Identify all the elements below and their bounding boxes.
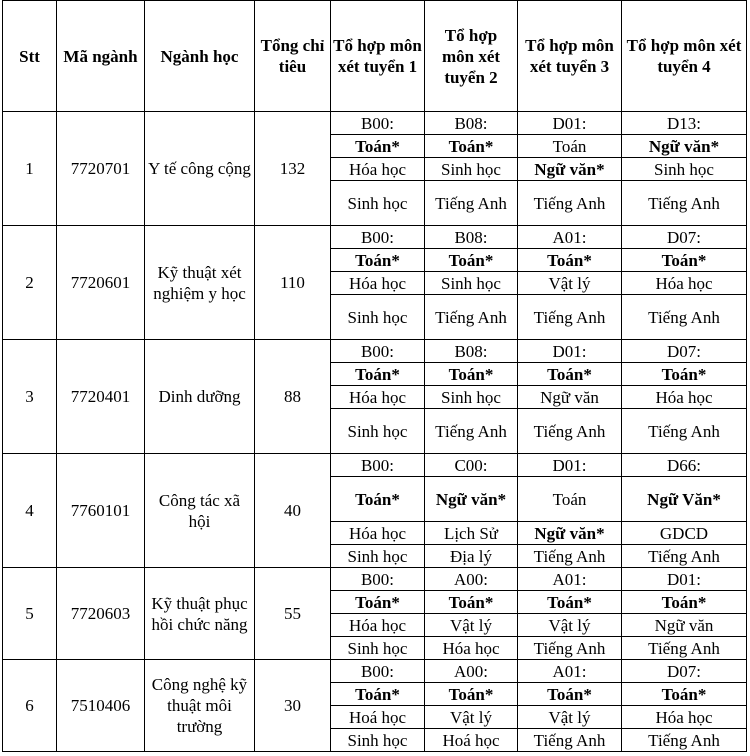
combo-4-cell: Tiếng Anh xyxy=(622,409,747,454)
header-code: Mã ngành xyxy=(57,1,145,112)
combo-4-cell: Ngữ văn* xyxy=(622,135,747,158)
row-major-code: 7720601 xyxy=(57,226,145,340)
header-quota: Tổng chỉ tiêu xyxy=(255,1,331,112)
row-major-code: 7760101 xyxy=(57,454,145,568)
combo-4-cell: Tiếng Anh xyxy=(622,637,747,660)
combo-4-cell: D13: xyxy=(622,112,747,135)
combo-1-cell: B00: xyxy=(331,568,425,591)
combo-3-cell: Vật lý xyxy=(518,706,622,729)
combo-4-cell: Hóa học xyxy=(622,706,747,729)
combo-2-cell: Hoá học xyxy=(425,729,518,752)
combo-4-cell: Hóa học xyxy=(622,386,747,409)
row-quota: 110 xyxy=(255,226,331,340)
combo-3-cell: Vật lý xyxy=(518,272,622,295)
combo-2-cell: Tiếng Anh xyxy=(425,295,518,340)
combo-1-cell: Sinh học xyxy=(331,637,425,660)
row-major-code: 7720401 xyxy=(57,340,145,454)
combo-3-cell: A01: xyxy=(518,660,622,683)
combo-4-cell: Toán* xyxy=(622,363,747,386)
combo-2-cell: Hóa học xyxy=(425,637,518,660)
admission-table xyxy=(2,0,747,752)
combo-4-cell: D07: xyxy=(622,226,747,249)
combo-1-cell: Toán* xyxy=(331,135,425,158)
combo-2-cell: Lịch Sử xyxy=(425,522,518,545)
combo-2-cell: Tiếng Anh xyxy=(425,409,518,454)
combo-3-cell: Tiếng Anh xyxy=(518,729,622,752)
combo-4-cell: D66: xyxy=(622,454,747,477)
combo-1-cell: Hoá học xyxy=(331,706,425,729)
combo-2-cell: Sinh học xyxy=(425,386,518,409)
combo-1-cell: Sinh học xyxy=(331,181,425,226)
combo-1-cell: Sinh học xyxy=(331,295,425,340)
combo-1-cell: Hóa học xyxy=(331,614,425,637)
combo-3-cell: Tiếng Anh xyxy=(518,409,622,454)
combo-4-cell: D07: xyxy=(622,340,747,363)
header-row xyxy=(3,1,747,112)
combo-2-cell: Ngữ văn* xyxy=(425,477,518,522)
combo-2-cell: Vật lý xyxy=(425,706,518,729)
combo-3-cell: Toán* xyxy=(518,249,622,272)
combo-3-cell: A01: xyxy=(518,226,622,249)
combo-1-cell: Sinh học xyxy=(331,409,425,454)
combo-2-cell: B08: xyxy=(425,112,518,135)
combo-4-cell: Toán* xyxy=(622,683,747,706)
combo-2-cell: B08: xyxy=(425,340,518,363)
combo-1-cell: Toán* xyxy=(331,249,425,272)
combo-3-cell: Tiếng Anh xyxy=(518,295,622,340)
row-quota: 30 xyxy=(255,660,331,752)
combo-3-cell: D01: xyxy=(518,112,622,135)
row-major-name: Công nghệ kỹ thuật môi trường xyxy=(145,660,255,752)
row-quota: 40 xyxy=(255,454,331,568)
row-stt: 3 xyxy=(3,340,57,454)
combo-1-cell: B00: xyxy=(331,112,425,135)
combo-4-cell: Hóa học xyxy=(622,272,747,295)
combo-2-cell: Tiếng Anh xyxy=(425,181,518,226)
combo-1-cell: Hóa học xyxy=(331,522,425,545)
row-major-code: 7720701 xyxy=(57,112,145,226)
combo-3-cell: Toán* xyxy=(518,363,622,386)
combo-3-cell: A01: xyxy=(518,568,622,591)
row-stt: 5 xyxy=(3,568,57,660)
combo-3-cell: Vật lý xyxy=(518,614,622,637)
header-combo-4: Tổ hợp môn xét tuyển 4 xyxy=(622,1,747,112)
combo-2-cell: Toán* xyxy=(425,135,518,158)
row-major-code: 7720603 xyxy=(57,568,145,660)
combo-3-cell: Toán xyxy=(518,135,622,158)
row-stt: 4 xyxy=(3,454,57,568)
combo-2-cell: Sinh học xyxy=(425,158,518,181)
combo-4-cell: Tiếng Anh xyxy=(622,729,747,752)
table-row xyxy=(3,660,747,683)
header-major: Ngành học xyxy=(145,1,255,112)
header-combo-3: Tổ hợp môn xét tuyển 3 xyxy=(518,1,622,112)
combo-4-cell: D01: xyxy=(622,568,747,591)
combo-1-cell: B00: xyxy=(331,226,425,249)
header-stt: Stt xyxy=(3,1,57,112)
header-combo-1: Tổ hợp môn xét tuyển 1 xyxy=(331,1,425,112)
combo-3-cell: Tiếng Anh xyxy=(518,545,622,568)
header-combo-2: Tổ hợp môn xét tuyển 2 xyxy=(425,1,518,112)
row-quota: 55 xyxy=(255,568,331,660)
combo-3-cell: Tiếng Anh xyxy=(518,181,622,226)
row-quota: 88 xyxy=(255,340,331,454)
combo-3-cell: D01: xyxy=(518,454,622,477)
combo-1-cell: Toán* xyxy=(331,477,425,522)
combo-1-cell: Hóa học xyxy=(331,158,425,181)
combo-1-cell: Toán* xyxy=(331,591,425,614)
combo-1-cell: B00: xyxy=(331,660,425,683)
combo-3-cell: Toán xyxy=(518,477,622,522)
combo-4-cell: Ngữ văn xyxy=(622,614,747,637)
combo-4-cell: Toán* xyxy=(622,591,747,614)
table-row xyxy=(3,568,747,591)
combo-1-cell: Hóa học xyxy=(331,272,425,295)
combo-3-cell: Ngữ văn* xyxy=(518,158,622,181)
table-body xyxy=(3,112,747,752)
combo-2-cell: Sinh học xyxy=(425,272,518,295)
row-major-name: Công tác xã hội xyxy=(145,454,255,568)
combo-3-cell: Ngữ văn xyxy=(518,386,622,409)
row-major-code: 7510406 xyxy=(57,660,145,752)
combo-1-cell: Toán* xyxy=(331,683,425,706)
combo-4-cell: Sinh học xyxy=(622,158,747,181)
table-row xyxy=(3,340,747,363)
combo-4-cell: Toán* xyxy=(622,249,747,272)
combo-1-cell: B00: xyxy=(331,340,425,363)
row-major-name: Kỹ thuật phục hồi chức năng xyxy=(145,568,255,660)
combo-2-cell: Vật lý xyxy=(425,614,518,637)
combo-4-cell: Tiếng Anh xyxy=(622,545,747,568)
combo-4-cell: Ngữ Văn* xyxy=(622,477,747,522)
combo-2-cell: C00: xyxy=(425,454,518,477)
combo-3-cell: Toán* xyxy=(518,591,622,614)
combo-2-cell: Toán* xyxy=(425,249,518,272)
combo-4-cell: Tiếng Anh xyxy=(622,181,747,226)
row-major-name: Y tế công cộng xyxy=(145,112,255,226)
combo-1-cell: Hóa học xyxy=(331,386,425,409)
row-quota: 132 xyxy=(255,112,331,226)
combo-3-cell: Ngữ văn* xyxy=(518,522,622,545)
row-major-name: Dinh dưỡng xyxy=(145,340,255,454)
row-stt: 2 xyxy=(3,226,57,340)
combo-2-cell: Toán* xyxy=(425,591,518,614)
row-major-name: Kỹ thuật xét nghiệm y học xyxy=(145,226,255,340)
combo-1-cell: Sinh học xyxy=(331,729,425,752)
combo-4-cell: D07: xyxy=(622,660,747,683)
table-row xyxy=(3,112,747,135)
combo-2-cell: A00: xyxy=(425,568,518,591)
row-stt: 6 xyxy=(3,660,57,752)
combo-2-cell: B08: xyxy=(425,226,518,249)
table-row xyxy=(3,454,747,477)
combo-2-cell: Địa lý xyxy=(425,545,518,568)
combo-2-cell: Toán* xyxy=(425,683,518,706)
combo-3-cell: Toán* xyxy=(518,683,622,706)
row-stt: 1 xyxy=(3,112,57,226)
combo-1-cell: B00: xyxy=(331,454,425,477)
combo-4-cell: Tiếng Anh xyxy=(622,295,747,340)
combo-3-cell: D01: xyxy=(518,340,622,363)
combo-3-cell: Tiếng Anh xyxy=(518,637,622,660)
combo-4-cell: GDCD xyxy=(622,522,747,545)
combo-2-cell: A00: xyxy=(425,660,518,683)
table-row xyxy=(3,226,747,249)
combo-1-cell: Toán* xyxy=(331,363,425,386)
combo-2-cell: Toán* xyxy=(425,363,518,386)
combo-1-cell: Sinh học xyxy=(331,545,425,568)
